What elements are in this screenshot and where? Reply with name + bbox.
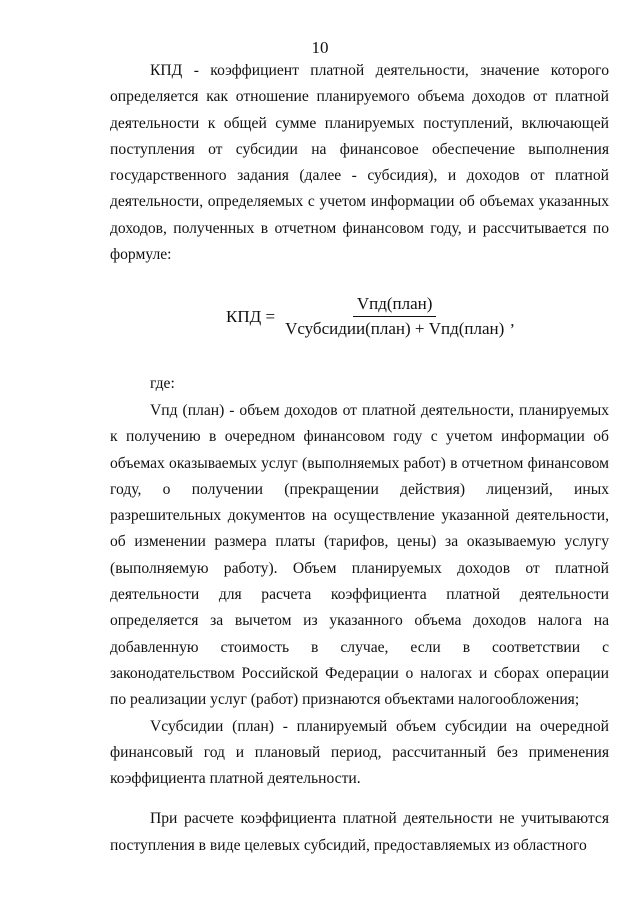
- intro-text-block: [110, 58, 609, 268]
- formula: [226, 294, 515, 339]
- intro-paragraph: КПД - коэффициент платной деятельности, значение которого определяется как отношение планируемого объема доходов от платной деятельности к общей сумме планируемых поступлений, включающей поступления от субсидии на финансовое обеспечение выполнения государственного задания (далее - субсидия), и доходов от платной деятельности, определяемых с учетом информации об объемах указанных доходов, полученных в отчетном финансовом году, и рассчитывается по формуле:: [110, 62, 609, 264]
- page-number: 10: [311, 38, 329, 57]
- where-label: где:: [150, 375, 175, 392]
- final-paragraph: При расчете коэффициента платной деятельности не учитываются поступления в виде целевых субсидий, предоставляемых из областного: [110, 810, 609, 854]
- definition-vsubsidy: Vсубсидии (план) - планируемый объем субсидии на очередной финансовый год и плановый период, рассчитанный без применения коэффициента платной деятельности.: [110, 717, 609, 788]
- formula-tail: ,: [510, 310, 515, 330]
- formula-fraction: [281, 294, 508, 339]
- formula-numerator: Vпд(план): [353, 294, 437, 317]
- formula-lhs: КПД =: [226, 306, 276, 326]
- definition-vpd: Vпд (план) - объем доходов от платной деятельности, планируемых к получению в очередном финансовом году с учетом информации об объемах оказываемых услуг (выполняемых работ) в отчетном финансовом году, о получении (прекращении действия) лицензий, иных разрешительных документов на осуществление указанной деятельности, об изменении размера платы (тарифов, цены) за оказываемую услугу (выполняемую работу). Объем планируемых доходов от платной деятельности для расчета коэффициента платной деятельности определяется за вычетом из указанного объема доходов налога на добавленную стоимость в случае, если в соответствии с законодательством Российской Федерации о налогах и сборах операции по реализации услуг (работ) признаются объектами налогообложения;: [110, 402, 609, 709]
- definitions-block: [110, 398, 609, 859]
- formula-denominator: Vсубсидии(план) + Vпд(план): [285, 319, 505, 338]
